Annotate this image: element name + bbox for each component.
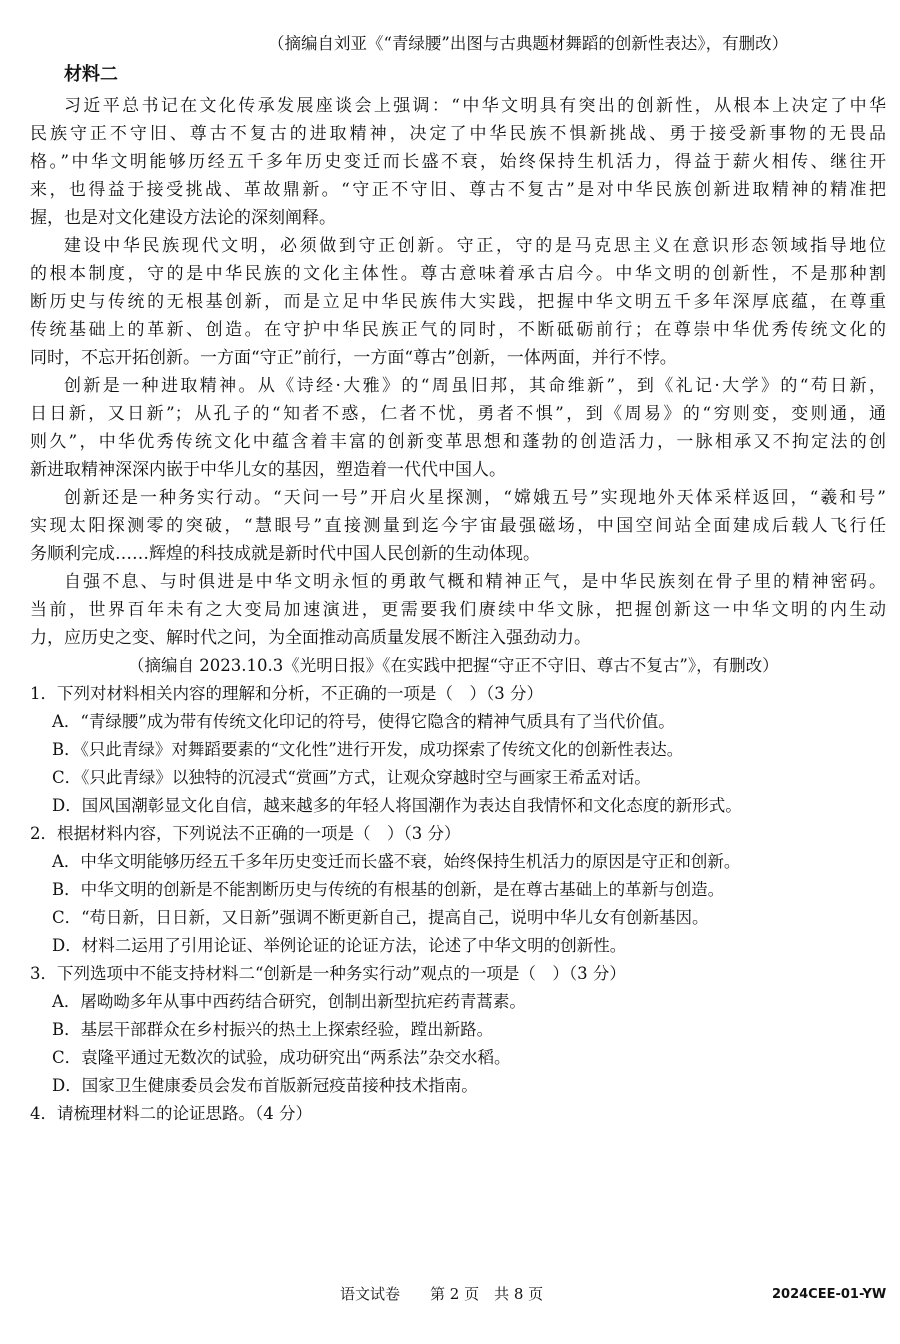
question-3-option-b: B．基层干部群众在乡村振兴的热土上探索经验，蹚出新路。 <box>52 1020 494 1039</box>
paragraph-line: 创新是一种进取精神。从《诗经·大雅》的“周虽旧邦，其命维新”，到《礼记·大学》的“苟日新， <box>64 376 886 396</box>
material-2-heading: 材料二 <box>64 64 118 85</box>
question-1-option-d: D．国风国潮彰显文化自信，越来越多的年轻人将国潮作为表达自我情怀和文化态度的新形式。 <box>52 796 742 815</box>
question-1-option-b: B．《只此青绿》对舞蹈要素的“文化性”进行开发，成功探索了传统文化的创新性表达。 <box>52 740 684 759</box>
source-citation-2: （摘编自 2023.10.3《光明日报》《在实践中把握“守正不守旧、尊古不复古”》，有删改） <box>128 656 779 675</box>
paragraph-line: 格。”中华文明能够历经五千多年历史变迁而长盛不衰，始终保持生机活力，得益于薪火相传、继往开 <box>30 152 886 172</box>
question-4: 4．请梳理材料二的论证思路。（4 分） <box>30 1104 312 1123</box>
paragraph-line: 则久”，中华优秀传统文化中蕴含着丰富的创新变革思想和蓬勃的创造活力，一脉相承又不拘定法的创 <box>30 432 886 452</box>
footer-exam-code: 2024CEE-01-YW <box>772 1287 887 1302</box>
question-2-option-b: B．中华文明的创新是不能割断历史与传统的有根基的创新，是在尊古基础上的革新与创造。 <box>52 880 725 899</box>
footer-subject: 语文试卷 <box>340 1285 401 1303</box>
question-3: 3．下列选项中不能支持材料二“创新是一种务实行动”观点的一项是（ ）（3 分） <box>30 964 626 983</box>
footer-page-number: 第 2 页 共 8 页 <box>430 1285 544 1303</box>
paragraph-line: 力，应历史之变、解时代之问，为全面推动高质量发展不断注入强劲动力。 <box>30 628 591 648</box>
paragraph-line: 民族守正不守旧、尊古不复古的进取精神，决定了中华民族不惧新挑战、勇于接受新事物的无畏品 <box>30 124 886 144</box>
question-2-option-d: D．材料二运用了引用论证、举例论证的论证方法，论述了中华文明的创新性。 <box>52 936 627 955</box>
paragraph-line: 断历史与传统的无根基创新，而是立足中华民族伟大实践，把握中华文明五千多年深厚底蕴，在尊重 <box>30 292 886 312</box>
question-3-option-c: C．袁隆平通过无数次的试验，成功研究出“两系法”杂交水稻。 <box>52 1048 511 1067</box>
paragraph-line: 的根本制度，守的是中华民族的文化主体性。尊古意味着承古启今。中华文明的创新性，不是那种割 <box>30 264 886 284</box>
paragraph-line: 建设中华民族现代文明，必须做到守正创新。守正，守的是马克思主义在意识形态领域指导地位 <box>64 236 886 256</box>
question-3-option-a: A．屠呦呦多年从事中西药结合研究，创制出新型抗疟药青蒿素。 <box>52 992 526 1011</box>
paragraph-line: 传统基础上的革新、创造。在守护中华民族正气的同时，不断砥砺前行；在尊崇中华优秀传统文化的 <box>30 320 886 340</box>
source-citation-1: （摘编自刘亚《“青绿腰”出图与古典题材舞蹈的创新性表达》，有删改） <box>268 34 789 53</box>
question-2-option-c: C．“苟日新，日日新，又日新”强调不断更新自己，提高自己，说明中华儿女有创新基因。 <box>52 908 709 927</box>
paragraph-line: 来，也得益于接受挑战、革故鼎新。“守正不守旧、尊古不复古”是对中华民族创新进取精神的精准把 <box>30 180 886 200</box>
paragraph-line: 同时，不忘开拓创新。一方面“守正”前行，一方面“尊古”创新，一体两面，并行不悖。 <box>30 348 677 368</box>
paragraph-line: 创新还是一种务实行动。“天问一号”开启火星探测，“嫦娥五号”实现地外天体采样返回，“羲和号” <box>64 488 886 508</box>
paragraph-line: 当前，世界百年未有之大变局加速演进，更需要我们赓续中华文脉，把握创新这一中华文明的内生动 <box>30 600 886 620</box>
paragraph-line: 握，也是对文化建设方法论的深刻阐释。 <box>30 208 336 228</box>
paragraph-line: 自强不息、与时俱进是中华文明永恒的勇敢气概和精神正气，是中华民族刻在骨子里的精神密码。 <box>64 572 886 592</box>
paragraph-line: 务顺利完成……辉煌的科技成就是新时代中国人民创新的生动体现。 <box>30 544 540 564</box>
paragraph-line: 实现太阳探测零的突破，“慧眼号”直接测量到迄今宇宙最强磁场，中国空间站全面建成后载人飞行任 <box>30 516 886 536</box>
paragraph-line: 新进取精神深深内嵌于中华儿女的基因，塑造着一代代中国人。 <box>30 460 506 480</box>
question-3-option-d: D．国家卫生健康委员会发布首版新冠疫苗接种技术指南。 <box>52 1076 478 1095</box>
question-2: 2．根据材料内容，下列说法不正确的一项是（ ）（3 分） <box>30 824 461 843</box>
question-1: 1．下列对材料相关内容的理解和分析，不正确的一项是（ ）（3 分） <box>30 684 543 703</box>
paragraph-line: 日日新，又日新”；从孔子的“知者不惑，仁者不忧，勇者不惧”，到《周易》的“穷则变，变则通，通 <box>30 404 886 424</box>
question-2-option-a: A．中华文明能够历经五千多年历史变迁而长盛不衰，始终保持生机活力的原因是守正和创新。 <box>52 852 741 871</box>
question-1-option-c: C．《只此青绿》以独特的沉浸式“赏画”方式，让观众穿越时空与画家王希孟对话。 <box>52 768 651 787</box>
question-1-option-a: A．“青绿腰”成为带有传统文化印记的符号，使得它隐含的精神气质具有了当代价值。 <box>52 712 675 731</box>
paragraph-line: 习近平总书记在文化传承发展座谈会上强调：“中华文明具有突出的创新性，从根本上决定了中华 <box>64 96 886 116</box>
